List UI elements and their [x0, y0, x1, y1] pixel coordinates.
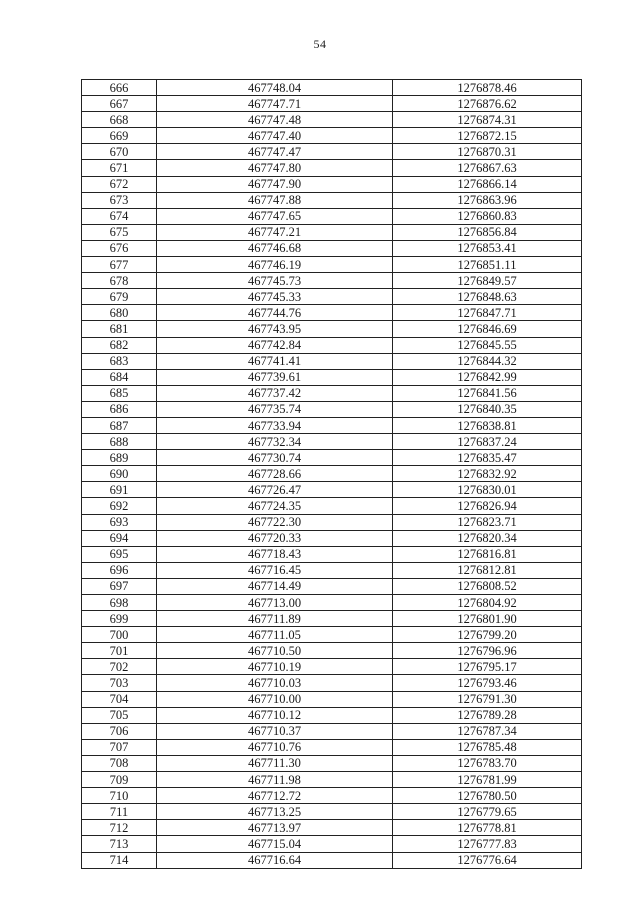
y-coordinate-cell: 1276826.94: [393, 498, 582, 514]
table-row: [82, 240, 582, 256]
page-number: 54: [313, 37, 327, 51]
y-coordinate-cell: 1276878.46: [393, 80, 582, 96]
y-coordinate-cell: 1276789.28: [393, 707, 582, 723]
y-coordinate-cell: 1276830.01: [393, 482, 582, 498]
table-row: [82, 208, 582, 224]
table-row: [82, 417, 582, 433]
y-coordinate-cell: 1276866.14: [393, 176, 582, 192]
point-number-cell: 698: [82, 595, 157, 611]
table-row: [82, 353, 582, 369]
x-coordinate-cell: 467732.34: [157, 434, 393, 450]
table-row: [82, 466, 582, 482]
coordinates-table-body: [82, 80, 582, 869]
y-coordinate-cell: 1276799.20: [393, 627, 582, 643]
x-coordinate-cell: 467711.89: [157, 611, 393, 627]
point-number-cell: 693: [82, 514, 157, 530]
table-row: [82, 224, 582, 240]
x-coordinate-cell: 467746.68: [157, 240, 393, 256]
point-number-cell: 677: [82, 257, 157, 273]
table-row: [82, 192, 582, 208]
y-coordinate-cell: 1276776.64: [393, 852, 582, 868]
point-number-cell: 674: [82, 208, 157, 224]
point-number-cell: 714: [82, 852, 157, 868]
y-coordinate-cell: 1276840.35: [393, 401, 582, 417]
table-row: [82, 788, 582, 804]
point-number-cell: 671: [82, 160, 157, 176]
y-coordinate-cell: 1276867.63: [393, 160, 582, 176]
point-number-cell: 691: [82, 482, 157, 498]
y-coordinate-cell: 1276804.92: [393, 595, 582, 611]
point-number-cell: 707: [82, 739, 157, 755]
y-coordinate-cell: 1276847.71: [393, 305, 582, 321]
x-coordinate-cell: 467747.21: [157, 224, 393, 240]
y-coordinate-cell: 1276860.83: [393, 208, 582, 224]
x-coordinate-cell: 467747.80: [157, 160, 393, 176]
y-coordinate-cell: 1276781.99: [393, 772, 582, 788]
x-coordinate-cell: 467735.74: [157, 401, 393, 417]
table-row: [82, 675, 582, 691]
point-number-cell: 697: [82, 578, 157, 594]
y-coordinate-cell: 1276845.55: [393, 337, 582, 353]
table-row: [82, 659, 582, 675]
table-row: [82, 289, 582, 305]
y-coordinate-cell: 1276780.50: [393, 788, 582, 804]
point-number-cell: 712: [82, 820, 157, 836]
table-row: [82, 820, 582, 836]
x-coordinate-cell: 467747.71: [157, 96, 393, 112]
point-number-cell: 682: [82, 337, 157, 353]
x-coordinate-cell: 467742.84: [157, 337, 393, 353]
point-number-cell: 675: [82, 224, 157, 240]
x-coordinate-cell: 467722.30: [157, 514, 393, 530]
y-coordinate-cell: 1276844.32: [393, 353, 582, 369]
point-number-cell: 694: [82, 530, 157, 546]
x-coordinate-cell: 467711.98: [157, 772, 393, 788]
x-coordinate-cell: 467713.97: [157, 820, 393, 836]
point-number-cell: 684: [82, 369, 157, 385]
table-row: [82, 530, 582, 546]
x-coordinate-cell: 467737.42: [157, 385, 393, 401]
y-coordinate-cell: 1276791.30: [393, 691, 582, 707]
x-coordinate-cell: 467710.50: [157, 643, 393, 659]
point-number-cell: 689: [82, 450, 157, 466]
x-coordinate-cell: 467741.41: [157, 353, 393, 369]
y-coordinate-cell: 1276837.24: [393, 434, 582, 450]
y-coordinate-cell: 1276838.81: [393, 417, 582, 433]
point-number-cell: 668: [82, 112, 157, 128]
y-coordinate-cell: 1276823.71: [393, 514, 582, 530]
x-coordinate-cell: 467748.04: [157, 80, 393, 96]
point-number-cell: 676: [82, 240, 157, 256]
table-row: [82, 128, 582, 144]
point-number-cell: 701: [82, 643, 157, 659]
x-coordinate-cell: 467728.66: [157, 466, 393, 482]
y-coordinate-cell: 1276816.81: [393, 546, 582, 562]
table-row: [82, 498, 582, 514]
y-coordinate-cell: 1276832.92: [393, 466, 582, 482]
point-number-cell: 699: [82, 611, 157, 627]
y-coordinate-cell: 1276872.15: [393, 128, 582, 144]
table-row: [82, 707, 582, 723]
y-coordinate-cell: 1276796.96: [393, 643, 582, 659]
table-row: [82, 160, 582, 176]
table-row: [82, 305, 582, 321]
y-coordinate-cell: 1276874.31: [393, 112, 582, 128]
table-row: [82, 482, 582, 498]
point-number-cell: 711: [82, 804, 157, 820]
point-number-cell: 685: [82, 385, 157, 401]
x-coordinate-cell: 467745.73: [157, 273, 393, 289]
x-coordinate-cell: 467730.74: [157, 450, 393, 466]
point-number-cell: 672: [82, 176, 157, 192]
x-coordinate-cell: 467746.19: [157, 257, 393, 273]
x-coordinate-cell: 467718.43: [157, 546, 393, 562]
x-coordinate-cell: 467726.47: [157, 482, 393, 498]
point-number-cell: 688: [82, 434, 157, 450]
table-row: [82, 578, 582, 594]
point-number-cell: 709: [82, 772, 157, 788]
y-coordinate-cell: 1276812.81: [393, 562, 582, 578]
table-row: [82, 112, 582, 128]
y-coordinate-cell: 1276848.63: [393, 289, 582, 305]
x-coordinate-cell: 467747.90: [157, 176, 393, 192]
table-row: [82, 144, 582, 160]
x-coordinate-cell: 467747.47: [157, 144, 393, 160]
x-coordinate-cell: 467713.25: [157, 804, 393, 820]
y-coordinate-cell: 1276863.96: [393, 192, 582, 208]
y-coordinate-cell: 1276801.90: [393, 611, 582, 627]
y-coordinate-cell: 1276846.69: [393, 321, 582, 337]
point-number-cell: 666: [82, 80, 157, 96]
x-coordinate-cell: 467733.94: [157, 417, 393, 433]
table-row: [82, 257, 582, 273]
table-row: [82, 369, 582, 385]
y-coordinate-cell: 1276793.46: [393, 675, 582, 691]
point-number-cell: 678: [82, 273, 157, 289]
point-number-cell: 670: [82, 144, 157, 160]
y-coordinate-cell: 1276841.56: [393, 385, 582, 401]
y-coordinate-cell: 1276876.62: [393, 96, 582, 112]
point-number-cell: 710: [82, 788, 157, 804]
y-coordinate-cell: 1276778.81: [393, 820, 582, 836]
point-number-cell: 696: [82, 562, 157, 578]
table-row: [82, 321, 582, 337]
table-row: [82, 273, 582, 289]
table-row: [82, 450, 582, 466]
x-coordinate-cell: 467710.03: [157, 675, 393, 691]
x-coordinate-cell: 467711.30: [157, 755, 393, 771]
y-coordinate-cell: 1276820.34: [393, 530, 582, 546]
x-coordinate-cell: 467747.40: [157, 128, 393, 144]
table-row: [82, 385, 582, 401]
point-number-cell: 686: [82, 401, 157, 417]
table-row: [82, 723, 582, 739]
y-coordinate-cell: 1276853.41: [393, 240, 582, 256]
x-coordinate-cell: 467715.04: [157, 836, 393, 852]
point-number-cell: 700: [82, 627, 157, 643]
x-coordinate-cell: 467747.65: [157, 208, 393, 224]
x-coordinate-cell: 467720.33: [157, 530, 393, 546]
y-coordinate-cell: 1276783.70: [393, 755, 582, 771]
table-row: [82, 96, 582, 112]
x-coordinate-cell: 467744.76: [157, 305, 393, 321]
table-row: [82, 80, 582, 96]
y-coordinate-cell: 1276835.47: [393, 450, 582, 466]
table-row: [82, 691, 582, 707]
table-row: [82, 852, 582, 868]
x-coordinate-cell: 467710.19: [157, 659, 393, 675]
point-number-cell: 687: [82, 417, 157, 433]
point-number-cell: 683: [82, 353, 157, 369]
coordinates-table: [81, 79, 582, 869]
table-row: [82, 337, 582, 353]
y-coordinate-cell: 1276851.11: [393, 257, 582, 273]
table-row: [82, 739, 582, 755]
x-coordinate-cell: 467743.95: [157, 321, 393, 337]
x-coordinate-cell: 467724.35: [157, 498, 393, 514]
x-coordinate-cell: 467712.72: [157, 788, 393, 804]
table-row: [82, 643, 582, 659]
x-coordinate-cell: 467745.33: [157, 289, 393, 305]
point-number-cell: 704: [82, 691, 157, 707]
x-coordinate-cell: 467710.00: [157, 691, 393, 707]
y-coordinate-cell: 1276856.84: [393, 224, 582, 240]
table-row: [82, 434, 582, 450]
y-coordinate-cell: 1276785.48: [393, 739, 582, 755]
point-number-cell: 695: [82, 546, 157, 562]
x-coordinate-cell: 467739.61: [157, 369, 393, 385]
table-row: [82, 755, 582, 771]
point-number-cell: 690: [82, 466, 157, 482]
x-coordinate-cell: 467711.05: [157, 627, 393, 643]
point-number-cell: 680: [82, 305, 157, 321]
x-coordinate-cell: 467716.45: [157, 562, 393, 578]
y-coordinate-cell: 1276779.65: [393, 804, 582, 820]
table-row: [82, 514, 582, 530]
y-coordinate-cell: 1276842.99: [393, 369, 582, 385]
table-row: [82, 595, 582, 611]
x-coordinate-cell: 467710.12: [157, 707, 393, 723]
point-number-cell: 713: [82, 836, 157, 852]
x-coordinate-cell: 467713.00: [157, 595, 393, 611]
point-number-cell: 702: [82, 659, 157, 675]
table-row: [82, 772, 582, 788]
x-coordinate-cell: 467710.76: [157, 739, 393, 755]
x-coordinate-cell: 467714.49: [157, 578, 393, 594]
x-coordinate-cell: 467716.64: [157, 852, 393, 868]
x-coordinate-cell: 467747.48: [157, 112, 393, 128]
y-coordinate-cell: 1276870.31: [393, 144, 582, 160]
table-row: [82, 611, 582, 627]
y-coordinate-cell: 1276777.83: [393, 836, 582, 852]
table-row: [82, 804, 582, 820]
table-row: [82, 627, 582, 643]
point-number-cell: 667: [82, 96, 157, 112]
point-number-cell: 679: [82, 289, 157, 305]
point-number-cell: 708: [82, 755, 157, 771]
table-row: [82, 546, 582, 562]
point-number-cell: 669: [82, 128, 157, 144]
point-number-cell: 673: [82, 192, 157, 208]
point-number-cell: 706: [82, 723, 157, 739]
x-coordinate-cell: 467747.88: [157, 192, 393, 208]
table-row: [82, 176, 582, 192]
point-number-cell: 703: [82, 675, 157, 691]
y-coordinate-cell: 1276849.57: [393, 273, 582, 289]
y-coordinate-cell: 1276795.17: [393, 659, 582, 675]
point-number-cell: 692: [82, 498, 157, 514]
y-coordinate-cell: 1276787.34: [393, 723, 582, 739]
point-number-cell: 681: [82, 321, 157, 337]
table-row: [82, 836, 582, 852]
point-number-cell: 705: [82, 707, 157, 723]
table-row: [82, 562, 582, 578]
table-row: [82, 401, 582, 417]
x-coordinate-cell: 467710.37: [157, 723, 393, 739]
y-coordinate-cell: 1276808.52: [393, 578, 582, 594]
